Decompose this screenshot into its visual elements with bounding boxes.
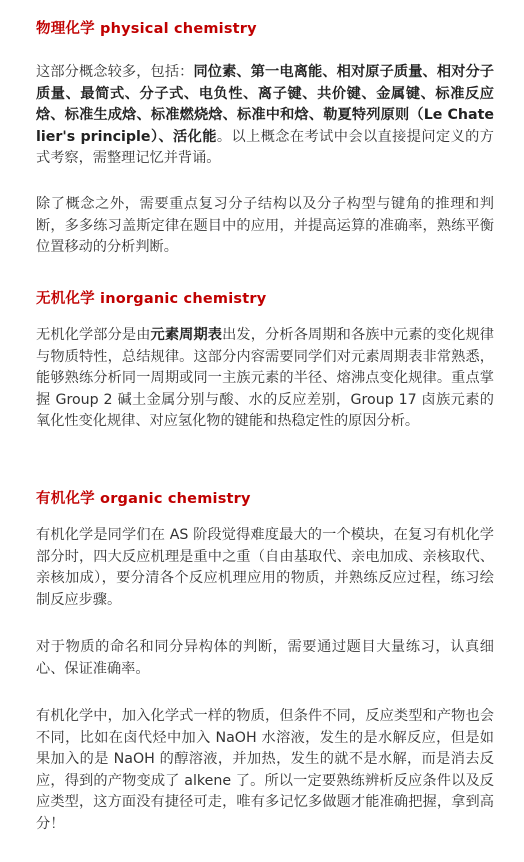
heading-organic-chemistry: 有机化学 organic chemistry — [36, 491, 251, 507]
paragraph-inorganic-post: 出发，分析各周期和各族中元素的变化规律与物质特性，总结规律。这部分内容需要同学们对元素周期表非常熟悉，能够熟练分析同一周期或同一主族元素的半径、熔沸点变化规律。重点掌握 Group 2 碱土金属分别与酸、水的反应差别，Group 17 卤族元素的氧化性变化规律、对应氢化物的键能和热稳定性的原因分析。 — [36, 327, 494, 429]
paragraph-physical-concepts-bold: 同位素、第一电离能、相对原子质量、相对分子质量、最简式、分子式、电负性、离子键、共价键、金属键、标准反应焓、标准生成焓、标准燃烧焓、标准中和焓、勒夏特列原则（Le Chatelier's principle）、活化能 — [36, 64, 494, 145]
paragraph-organic-mechanisms: 有机化学是同学们在 AS 阶段觉得难度最大的一个模块，在复习有机化学部分时，四大反应机理是重中之重（自由基取代、亲电加成、亲核取代、亲核加成），要分清各个反应机理应用的物质，并熟练反应过程，练习绘制反应步骤。 — [36, 527, 494, 608]
heading-physical-chemistry: 物理化学 physical chemistry — [36, 21, 257, 37]
paragraph-physical-concepts-pre: 这部分概念较多，包括： — [36, 64, 194, 80]
paragraph-inorganic-bold: 元素周期表 — [150, 327, 223, 343]
paragraph-inorganic-pre: 无机化学部分是由 — [36, 327, 151, 343]
paragraph-physical-review: 除了概念之外，需要重点复习分子结构以及分子构型与键角的推理和判断，多多练习盖斯定律在题目中的应用，并提高运算的准确率，熟练平衡位置移动的分析判断。 — [36, 196, 494, 255]
paragraph-physical-concepts — [36, 62, 494, 170]
paragraph-physical-concepts-post: 。以上概念在考试中会以直接提问定义的方式考察，需整理记忆并背诵。 — [36, 128, 494, 166]
heading-inorganic-chemistry: 无机化学 inorganic chemistry — [36, 291, 267, 307]
paragraph-organic-isomers: 对于物质的命名和同分异构体的判断，需要通过题目大量练习，认真细心、保证准确率。 — [36, 639, 494, 677]
paragraph-inorganic — [36, 325, 494, 433]
paragraph-organic-conditions: 有机化学中，加入化学式一样的物质，但条件不同，反应类型和产物也会不同，比如在卤代烃中加入 NaOH 水溶液，发生的是水解反应，但是如果加入的是 NaOH 的醇溶液，并加热，发生的就不是水解，而是消去反应，得到的产物变成了 alkene 了。所以一定要熟练辨析反应条件以及反应类型，这方面没有捷径可走，唯有多记忆多做题才能准确把握，拿到高分！ — [36, 708, 494, 832]
